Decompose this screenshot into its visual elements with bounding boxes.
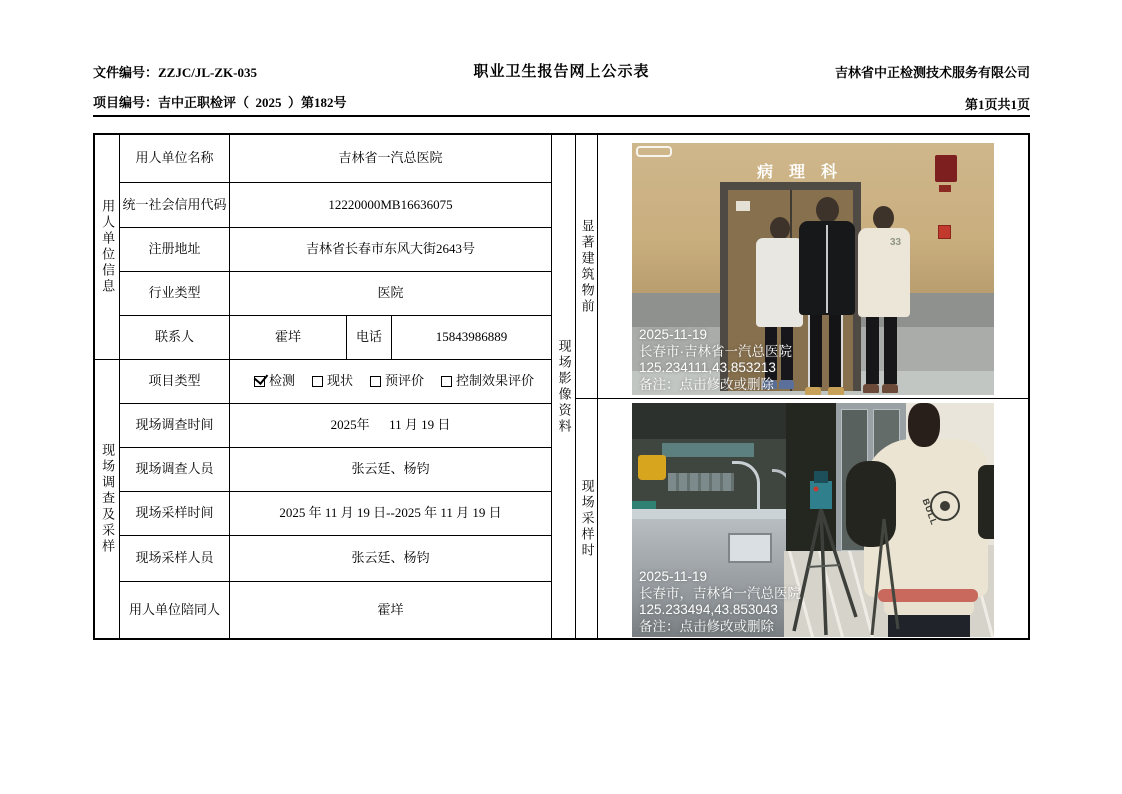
person1-labcoat (756, 238, 803, 327)
fire-alarm-button-shape (938, 225, 951, 239)
option-yupingjia (370, 373, 424, 389)
header-row-2 (93, 86, 1030, 112)
shelf-boxes-shape (662, 443, 754, 457)
jacket-logo-text: BULL (920, 497, 940, 527)
sampler-dark-sleeve (978, 465, 994, 539)
sampling-time-label: 现场采样时间 (120, 492, 229, 536)
sampler-head (908, 403, 940, 447)
photo1-date: 2025-11-19 (639, 327, 708, 342)
person3-shoe (863, 384, 879, 393)
photo1-cell (598, 135, 1028, 399)
fire-hydrant-detail-shape (939, 185, 951, 192)
document-number: 文件编号：ZZJC/JL-ZK-035 (93, 65, 257, 80)
media-section-title-cell (552, 135, 575, 638)
photo2-caption-cell (576, 399, 597, 638)
person2-zipper-line (826, 225, 828, 313)
person3-shoe (882, 384, 898, 393)
photo2-coordinates: 125.233494,43.853043 (639, 602, 778, 617)
label-column (120, 135, 230, 638)
sampling-time-value: 2025 年 11 月 19 日--2025 年 11 月 19 日 (230, 492, 551, 536)
project-number: 项目编号：吉中正职检评（ 2025 ）第182号 (93, 95, 347, 110)
photo2-caption: 现场采样时 (579, 478, 595, 559)
section-title-column (95, 135, 120, 638)
option-yupingjia-label: 预评价 (385, 373, 425, 389)
checkbox-empty-icon (370, 376, 381, 387)
media-title-column (552, 135, 576, 638)
person2-shoe (805, 387, 821, 395)
photo1-overlay (639, 327, 792, 393)
employer-name-value: 吉林省一汽总医院 (230, 135, 551, 183)
option-kongzhixiaoguo-label: 控制效果评价 (456, 373, 535, 389)
person2-shoe (828, 387, 844, 395)
photo-caption-column (576, 135, 598, 638)
page-title: 职业卫生报告网上公示表 (473, 64, 650, 80)
range-hood-shape (632, 403, 786, 439)
survey-time-value: 2025年 11 月 19 日 (230, 404, 551, 448)
phone-label: 电话 (347, 316, 392, 359)
credit-code-label: 统一社会信用代码 (120, 183, 229, 228)
photo1-location: 长春市·吉林省一汽总医院 (639, 343, 792, 359)
checkbox-checked-icon (254, 376, 265, 387)
cabinet-panel-shape (728, 533, 772, 563)
sampling-staff-value: 张云廷、杨钧 (230, 536, 551, 582)
survey-section-title: 现场调查及采样 (100, 443, 116, 555)
photo1-caption: 显著建筑物前 (579, 218, 595, 315)
employer-section-title: 用人单位信息 (100, 199, 116, 295)
address-label: 注册地址 (120, 228, 229, 272)
checkbox-empty-icon (312, 376, 323, 387)
person2-head (816, 197, 839, 223)
sampling-staff-label: 现场采样人员 (120, 536, 229, 582)
person3-head (873, 206, 894, 230)
report-table (93, 133, 1030, 640)
photo-sampling-scene[interactable] (632, 403, 994, 637)
value-column (230, 135, 552, 638)
photo1-caption-cell (576, 135, 597, 399)
photo-building-front[interactable] (632, 143, 994, 395)
person1-head (770, 217, 790, 240)
door-plaque-shape (736, 201, 750, 211)
watermark-frame-shape (636, 146, 672, 157)
page-header (93, 58, 1030, 117)
employer-section-title-cell (95, 135, 119, 360)
option-jiance (254, 373, 295, 389)
cup-rack-shape (668, 473, 734, 491)
option-xianzhuang-label: 现状 (327, 373, 354, 389)
checkbox-empty-icon (441, 376, 452, 387)
photo-column (598, 135, 1028, 638)
header-row-1 (93, 58, 1030, 80)
person3-leg (884, 317, 897, 384)
survey-staff-label: 现场调查人员 (120, 448, 229, 492)
escort-label: 用人单位陪同人 (128, 601, 220, 617)
photo2-location: 长春市，吉林省一汽总医院 (639, 585, 801, 601)
credit-code-value: 12220000MB16636075 (230, 183, 551, 228)
photo2-edit-note[interactable]: 备注：点击修改或删除 (639, 618, 774, 634)
address-value: 吉林省长春市东风大街2643号 (230, 228, 551, 272)
jacket-emblem-dot (940, 501, 950, 511)
counter-top-shape (632, 509, 788, 519)
media-section-title: 现场影像资料 (556, 338, 572, 435)
person3-jersey-number: 33 (890, 237, 902, 248)
fire-hydrant-box-shape (935, 155, 957, 182)
yellow-bucket-shape (638, 455, 666, 480)
photo2-overlay (639, 569, 801, 635)
escort-value: 霍垟 (377, 601, 404, 617)
contact-label: 联系人 (120, 316, 229, 360)
pathology-dept-sign: 病理科 (756, 164, 853, 181)
contact-name-value: 霍垟 (230, 316, 347, 359)
person3-leg (866, 317, 879, 384)
option-jiance-label: 检测 (269, 373, 296, 389)
option-xianzhuang (312, 373, 353, 389)
project-type-label: 项目类型 (120, 360, 229, 404)
person2-pants-leg (808, 315, 822, 387)
page-count: 第1页共1页 (964, 97, 1030, 112)
industry-value: 医院 (230, 272, 551, 316)
industry-label: 行业类型 (120, 272, 229, 316)
project-type-options (230, 360, 551, 404)
survey-section-title-cell (95, 360, 119, 638)
contact-row (230, 316, 551, 360)
person3-jacket (858, 228, 910, 317)
photo1-coordinates: 125.234111,43.853213 (639, 360, 776, 375)
option-kongzhixiaoguo (441, 373, 534, 389)
company-name: 吉林省中正检测技术服务有限公司 (834, 65, 1030, 80)
survey-time-label: 现场调查时间 (120, 404, 229, 448)
header-divider (93, 115, 1030, 117)
employer-name-label: 用人单位名称 (120, 135, 229, 183)
photo1-edit-note[interactable]: 备注：点击修改或删除 (639, 376, 774, 392)
person2-pants-leg (829, 315, 843, 387)
photo2-cell (598, 399, 1028, 638)
photo2-date: 2025-11-19 (639, 569, 708, 584)
survey-staff-value: 张云廷、杨钧 (230, 448, 551, 492)
phone-value: 15843986889 (435, 329, 508, 345)
